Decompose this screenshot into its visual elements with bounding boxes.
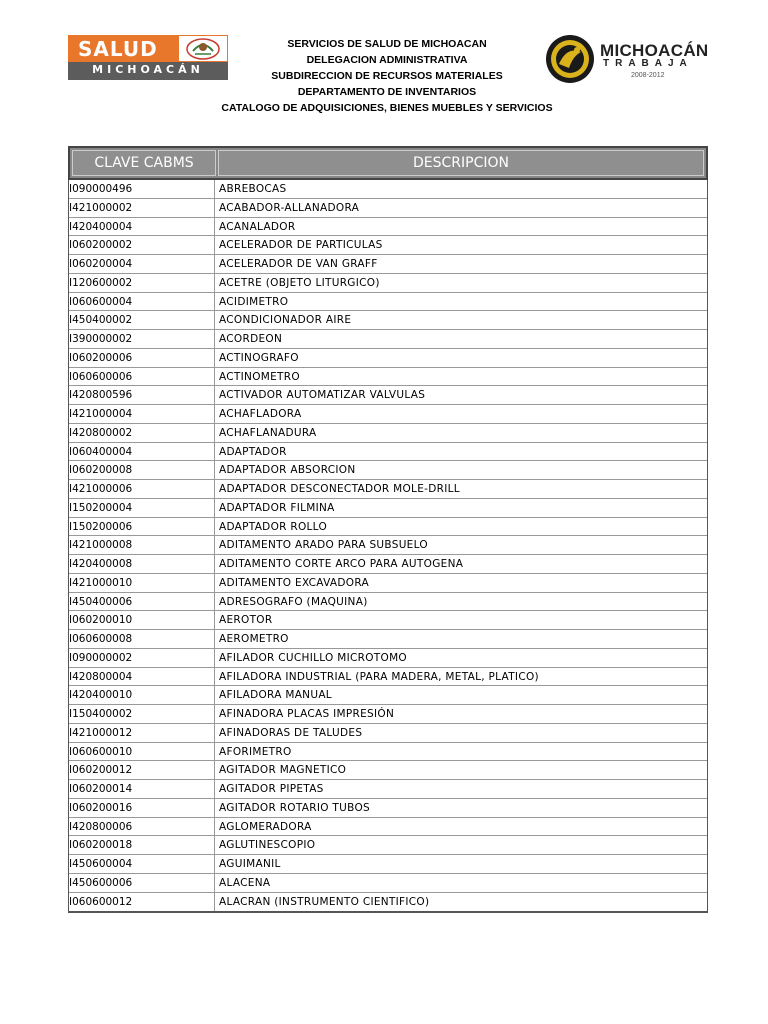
clave-cell: I060400004 (69, 443, 215, 461)
clave-cell: I421000008 (69, 536, 215, 554)
table-row (69, 518, 707, 537)
table-body (68, 180, 708, 913)
clave-cell: I421000010 (69, 574, 215, 592)
descripcion-cell: ADITAMENTO CORTE ARCO PARA AUTOGENA (219, 558, 464, 570)
table-row (69, 893, 707, 912)
table-row (69, 593, 707, 612)
table-row (69, 761, 707, 780)
clave-cell: I420400008 (69, 555, 215, 573)
descripcion-cell: AGITADOR ROTARIO TUBOS (219, 801, 370, 814)
clave-cell: I060200010 (69, 611, 215, 629)
clave-cell: I060600010 (69, 743, 215, 761)
descripcion-cell: ACTIVADOR AUTOMATIZAR VALVULAS (219, 389, 426, 402)
table-row (69, 255, 707, 274)
descripcion-cell: ADAPTADOR FILMINA (219, 501, 335, 514)
table-row (69, 855, 707, 874)
table-row (69, 386, 707, 405)
document-titles (200, 36, 574, 116)
table-row (69, 461, 707, 480)
clave-cell: I150200004 (69, 499, 215, 517)
descripcion-cell: ALACRAN (INSTRUMENTO CIENTIFICO) (219, 895, 430, 908)
table-row (69, 293, 707, 312)
logo-word: SALUD (78, 37, 158, 61)
clave-cell: I060200006 (69, 349, 215, 367)
title-line-2: DELEGACION ADMINISTRATIVA (306, 54, 468, 66)
descripcion-cell: AGLOMERADORA (219, 820, 312, 833)
clave-cell: I060200016 (69, 799, 215, 817)
catalog-table (68, 146, 708, 913)
descripcion-cell: AGITADOR PIPETAS (219, 783, 324, 795)
clave-cell: I390000002 (69, 330, 215, 348)
descripcion-cell: ADITAMENTO EXCAVADORA (219, 576, 370, 589)
clave-cell: I420400010 (69, 686, 215, 704)
descripcion-cell: ACETRE (OBJETO LITURGICO) (219, 276, 380, 289)
descripcion-cell: ACTINOGRAFO (219, 351, 299, 364)
clave-cell: I060200008 (69, 461, 215, 479)
clave-cell: I150200006 (69, 518, 215, 536)
clave-cell: I450600004 (69, 855, 215, 873)
clave-cell: I060600006 (69, 368, 215, 386)
clave-cell: I060200018 (69, 836, 215, 854)
descripcion-cell: ACABADOR-ALLANADORA (219, 201, 360, 214)
descripcion-cell: ACONDICIONADOR AIRE (219, 314, 352, 327)
table-row (69, 274, 707, 293)
descripcion-cell: AFORIMETRO (219, 745, 292, 758)
clave-cell: I420800004 (69, 668, 215, 686)
clave-cell: I060600008 (69, 630, 215, 648)
descripcion-cell: ACTINOMETRO (219, 370, 300, 383)
descripcion-cell: ABREBOCAS (219, 183, 287, 195)
clave-cell: I150400002 (69, 705, 215, 723)
michoacan-emblem-icon (545, 34, 595, 84)
clave-cell: I421000012 (69, 724, 215, 742)
clave-cell: I420800596 (69, 386, 215, 404)
descripcion-cell: AFILADORA MANUAL (219, 689, 332, 702)
descripcion-cell: ACELERADOR DE VAN GRAFF (219, 258, 378, 270)
descripcion-cell: ACORDEON (219, 333, 283, 345)
clave-cell: I450400006 (69, 593, 215, 611)
descripcion-cell: AGUIMANIL (219, 858, 281, 870)
clave-cell: I421000004 (69, 405, 215, 423)
clave-cell: I060200012 (69, 761, 215, 779)
clave-cell: I450600006 (69, 874, 215, 892)
descripcion-cell: AEROTOR (219, 614, 273, 627)
michoacan-trabaja-logo (545, 34, 715, 84)
descripcion-cell: ACELERADOR DE PARTICULAS (219, 239, 383, 252)
clave-cell: I090000002 (69, 649, 215, 667)
title-line-4: DEPARTAMENTO DE INVENTARIOS (297, 86, 477, 98)
brand-name: MICHOACÁN (600, 41, 709, 60)
clave-cell: I120600002 (69, 274, 215, 292)
title-line-3: SUBDIRECCION DE RECURSOS MATERIALES (271, 70, 503, 82)
table-row (69, 405, 707, 424)
table-header (68, 146, 708, 180)
descripcion-cell: AGLUTINESCOPIO (219, 839, 316, 852)
clave-cell: I420800002 (69, 424, 215, 442)
title-line-1: SERVICIOS DE SALUD DE MICHOACAN (287, 38, 487, 50)
clave-cell: I060200002 (69, 236, 215, 254)
table-row (69, 424, 707, 443)
table-row (69, 480, 707, 499)
clave-cell: I060200004 (69, 255, 215, 273)
clave-cell: I090000496 (69, 180, 215, 198)
table-row (69, 236, 707, 255)
descripcion-cell: AFINADORA PLACAS IMPRESIÓN (219, 708, 395, 720)
table-row (69, 836, 707, 855)
descripcion-cell: AFILADORA INDUSTRIAL (PARA MADERA, METAL, PLATICO) (219, 670, 539, 683)
descripcion-cell: AFILADOR CUCHILLO MICROTOMO (219, 651, 407, 664)
table-row (69, 199, 707, 218)
brand-years: 2008-2012 (631, 72, 665, 79)
descripcion-cell: ACHAFLANADURA (219, 426, 317, 439)
table-row (69, 743, 707, 762)
table-row (69, 443, 707, 462)
clave-cell: I060600004 (69, 293, 215, 311)
descripcion-cell: ALACENA (219, 876, 271, 889)
table-row (69, 630, 707, 649)
table-row (69, 780, 707, 799)
title-line-5: CATALOGO DE ADQUISICIONES, BIENES MUEBLES Y SERVICIOS (221, 102, 553, 114)
descripcion-cell: ADRESOGRAFO (MAQUINA) (219, 595, 368, 608)
table-row (69, 368, 707, 387)
descripcion-cell: ACHAFLADORA (219, 408, 302, 420)
descripcion-cell: ADITAMENTO ARADO PARA SUBSUELO (219, 539, 428, 552)
brand-tagline: TRABAJA (603, 58, 693, 69)
table-row (69, 536, 707, 555)
column-header-clave: CLAVE CABMS (72, 150, 216, 176)
table-row (69, 499, 707, 518)
descripcion-cell: AEROMETRO (219, 633, 289, 645)
table-row (69, 818, 707, 837)
table-row (69, 311, 707, 330)
table-row (69, 218, 707, 237)
descripcion-cell: ADAPTADOR DESCONECTADOR MOLE-DRILL (219, 483, 460, 495)
table-row (69, 555, 707, 574)
descripcion-cell: ADAPTADOR ROLLO (219, 520, 328, 533)
clave-cell: I060200014 (69, 780, 215, 798)
clave-cell: I420400004 (69, 218, 215, 236)
descripcion-cell: AFINADORAS DE TALUDES (219, 726, 363, 739)
table-row (69, 330, 707, 349)
descripcion-cell: ACANALADOR (219, 220, 296, 233)
table-row (69, 724, 707, 743)
table-row (69, 686, 707, 705)
table-row (69, 874, 707, 893)
table-row (69, 799, 707, 818)
clave-cell: I421000002 (69, 199, 215, 217)
clave-cell: I060600012 (69, 893, 215, 912)
table-row (69, 574, 707, 593)
table-row (69, 180, 707, 199)
table-row (69, 705, 707, 724)
column-header-descripcion: DESCRIPCION (218, 150, 704, 176)
clave-cell: I420800006 (69, 818, 215, 836)
descripcion-cell: AGITADOR MAGNETICO (219, 764, 347, 777)
logo-subword: MICHOACÁN (92, 63, 204, 76)
table-row (69, 611, 707, 630)
descripcion-cell: ADAPTADOR (219, 445, 287, 458)
table-row (69, 649, 707, 668)
table-row (69, 349, 707, 368)
descripcion-cell: ACIDIMETRO (219, 295, 289, 308)
clave-cell: I421000006 (69, 480, 215, 498)
table-row (69, 668, 707, 687)
descripcion-cell: ADAPTADOR ABSORCION (219, 464, 356, 477)
clave-cell: I450400002 (69, 311, 215, 329)
